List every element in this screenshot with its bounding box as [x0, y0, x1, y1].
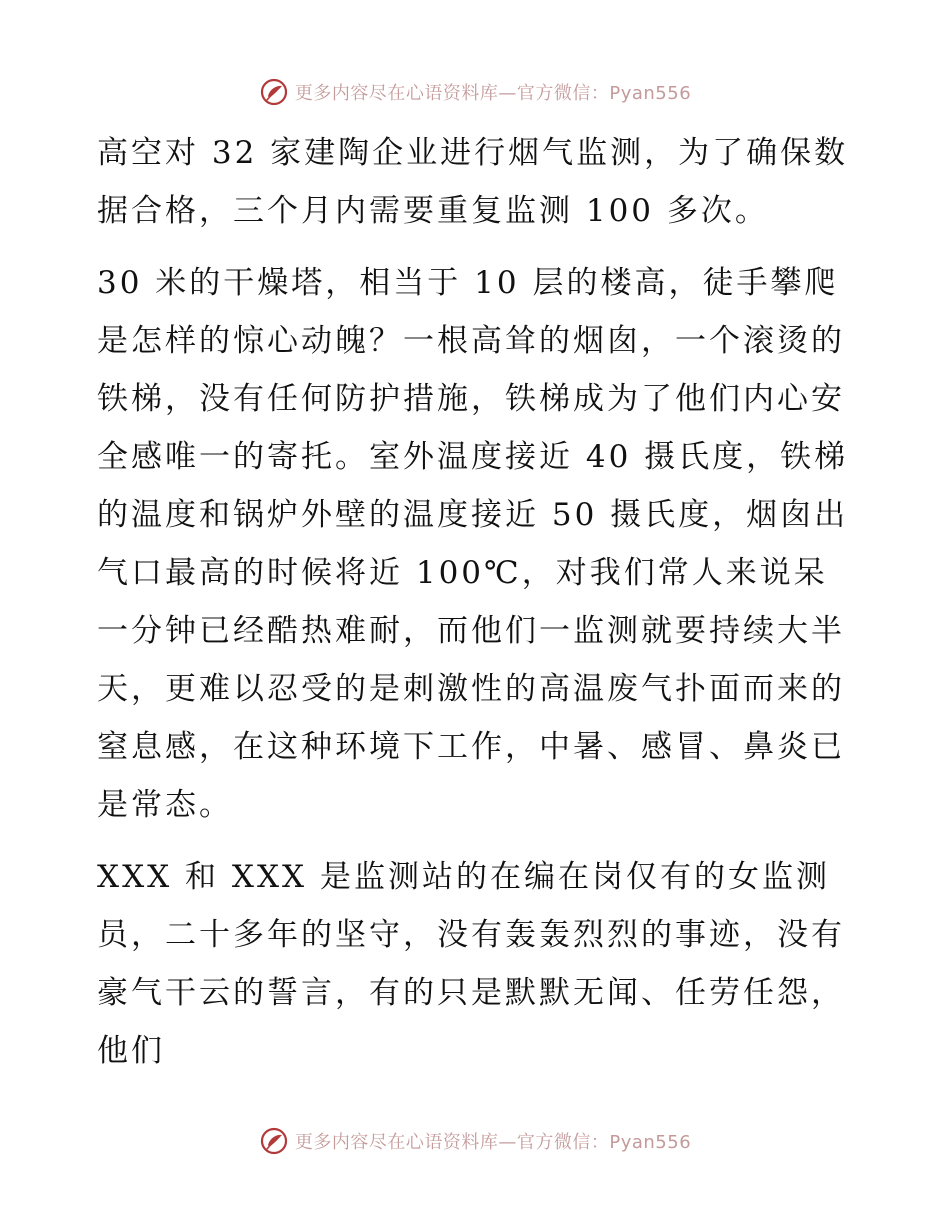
paragraph-2: 30 米的干燥塔，相当于 10 层的楼高，徒手攀爬是怎样的惊心动魄？一根高耸的烟囱，一个滚烫的铁梯，没有任何防护措施，铁梯成为了他们内心安全感唯一的寄托。室外温度接近 40 摄氏度，铁梯的温度和锅炉外壁的温度接近 50 摄氏度，烟囱出气口最高的时候将近 100℃，对我们常人来说呆一分钟已经酷热难耐，而他们一监测就要持续大半天，更难以忍受的是刺激性的高温废气扑面而来的窒息感，在这种环境下工作，中暑、感冒、鼻炎已是常态。 — [97, 265, 849, 823]
logo-icon — [259, 77, 289, 107]
watermark-text: 更多内容尽在心语资料库—官方微信：Pyan556 — [294, 83, 692, 104]
watermark-text: 更多内容尽在心语资料库—官方微信：Pyan556 — [294, 1132, 692, 1153]
logo-icon — [259, 1126, 289, 1156]
header-watermark — [0, 72, 950, 112]
footer-watermark — [0, 1121, 950, 1161]
document-body — [97, 124, 857, 1080]
paragraph-1: 高空对 32 家建陶企业进行烟气监测，为了确保数据合格，三个月内需要重复监测 100 多次。 — [97, 135, 849, 229]
paragraph-3: XXX 和 XXX 是监测站的在编在岗仅有的女监测员，二十多年的坚守，没有轰轰烈烈的事迹，没有豪气干云的誓言，有的只是默默无闻、任劳任怨，他们 — [97, 859, 845, 1069]
